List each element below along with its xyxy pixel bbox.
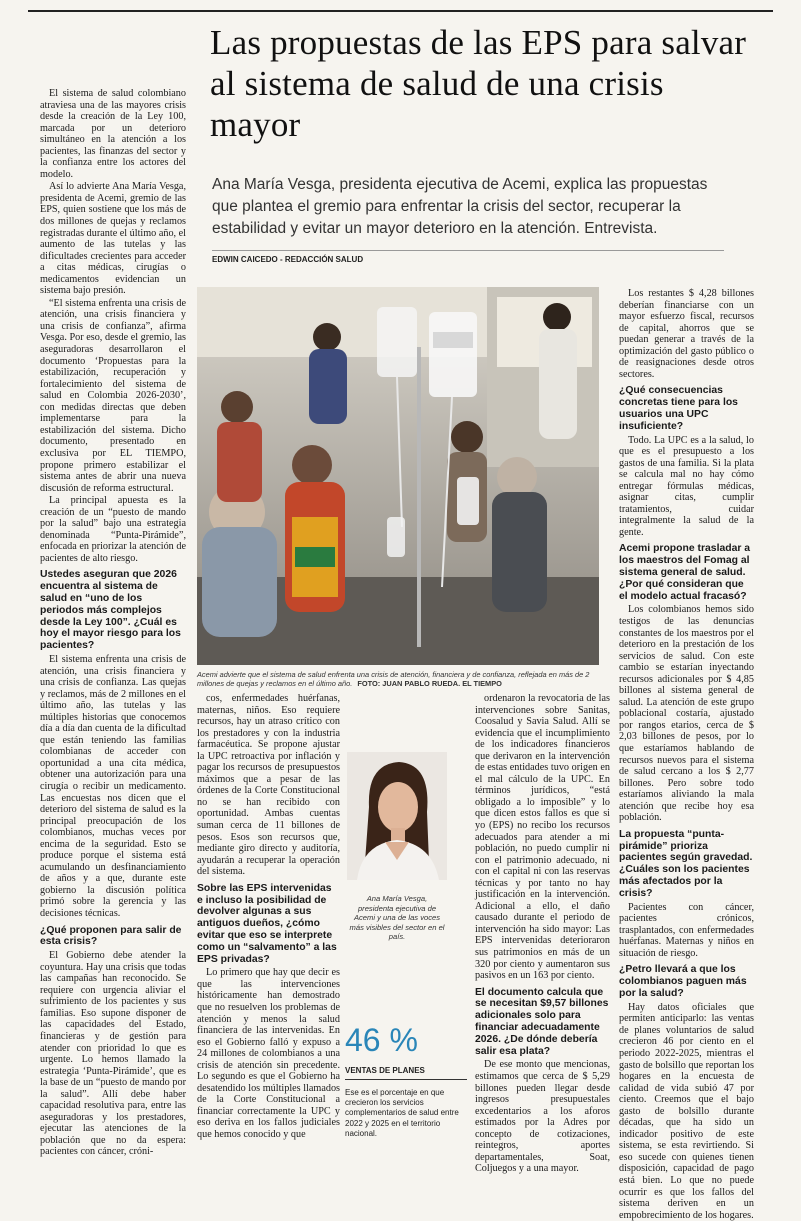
portrait-photo [347,752,447,880]
body-paragraph: El sistema de salud colombiano atraviesa una de las mayores crisis desde la creación de la Ley 100, marcada por un deterioro simultáneo en la atención a los pacientes, las finanzas del sector y la confianza entre los actores del modelo. [40,88,186,180]
body-paragraph: Pacientes con cáncer, pacientes crónicos, trasplantados, con enfermedades huérfanas. Maternas y niños en situación de riesgo. [619,901,754,959]
body-paragraph: Los colombianos hemos sido testigos de las denuncias constantes de los maestros por el deterioro en la prestación de los servicios de salud. Con este cambio se estarían inyectando recursos adicionales por $ 4,85 billones al sistema general de salud. La atención de este grupo poblacional costaría, ajustado por rangos etarios, cerca de $ 2,03 billones de pesos, por lo que estaríamos hablando de recursos nuevos para el sistema de salud cercano a los $ 2,77 billones. Pero sobre todo estaríamos aliviando la mala atención que recibe hoy esa población. [619,604,754,824]
interview-question: ¿Qué proponen para salir de esta crisis? [40,924,182,948]
stat-description: Ese es el porcentaje en que crecieron los servicios complementarios de salud entre 2022 y 2025 en el territorio nacional. [345,1088,459,1138]
body-paragraph: La principal apuesta es la creación de un “puesto de mando por la salud” bajo una estrategia denominada “Punta-Pirámide”, enfocada en priorizar la atención de pacientes de alto riesgo. [40,495,186,564]
article-column-1 [40,88,186,1193]
body-paragraph: cos, enfermedades huérfanas, maternas, niños. Eso requiere recursos, hay un atraso crítico con los prestadores y con la industria farmacéutica. Se propone ajustar la UPC retroactiva por inflación y pagar los recursos de presupuestos máximos que a pesar de las órdenes de la Corte Constitucional no se han recibido con oportunidad. Ambas cuentas suman cerca de 11 billones de pesos. Esos son recursos que, mediante giro directo y auditoría, ayudarán a recuperar la operación del sistema. [197,693,340,878]
hospital-waiting-room-image [197,287,599,665]
article-column-4 [619,288,754,1221]
body-paragraph: Lo primero que hay que decir es que las intervenciones históricamente han demostrado que no resuelven los problemas de atención y menos la salud financiera de las intervenidas. En eso el Gobierno falló y expuso a 24 millones de colombianos a una crisis de atención sin precedente. Lo segundo es que el Gobierno ha desatendido los múltiples llamados de la Corte Constitucional a financiar correctamente la UPC y eso deriva en los fallos judiciales que hemos conocido y que [197,967,340,1140]
portrait-image [347,752,447,880]
body-paragraph: De ese monto que mencionas, estimamos que cerca de $ 5,29 billones pueden llegar desde ingresos presupuestales excedentarios a los aforos estimados por la Adres por concepto de cotizaciones, reintegros, aportes departamentales, Soat, Coljuegos y a una mayor. [475,1059,610,1175]
body-paragraph: El Gobierno debe atender la coyuntura. Hay una crisis que todas las campañas han reconocido. Se requiere con urgencia aliviar el sufrimiento de los pacientes y sus familias. Eso supone disponer de las capacidades del Estado, financieras y de gestión para atender con prioridad lo que es urgente. Lo hemos llamado la estrategia ‘Punta-Pirámide’, que es la base de un “puesto de mando por la salud”. Allí debe haber capacidad resolutiva para, entre las aseguradoras y los prestadores, ejecutar las atenciones de la población que no da espera: pacientes con cáncer, cróni- [40,950,186,1158]
body-paragraph: El sistema enfrenta una crisis de atención, una crisis financiera y una crisis de confianza. Las quejas y reclamos, más de 2 millones en el último año, las tutelas y las múltiples historias que conocemos día a día dan cuenta de la dificultad que están teniendo las familias colombianas de acceder con oportunidad a una cita médica, obtener una autorización para una cirugía o recibir un medicamento. Las encuestas nos dicen que el deterioro del sistema de salud es la principal preocupación de los colombianos, muchas veces por encima de la seguridad. Esto se produce porque el sistema está acumulando un desfinanciamiento de años y a que, durante este gobierno la discusión política primó sobre la gerencia y las decisiones técnicas. [40,654,186,920]
stat-label: VENTAS DE PLANES [345,1066,467,1080]
article-column-2 [197,693,340,1193]
headline: Las propuestas de las EPS para salvar al sistema de salud de una crisis mayor [210,23,747,144]
photo-caption [197,670,602,688]
body-paragraph: Todo. La UPC es a la salud, lo que es el presupuesto a los gastos de una familia. Si la plata se calcula mal no hay cómo entregar fórmulas médicas, asignar citas, cumplir tratamientos, cuidar integralmente la salud de la gente. [619,434,754,538]
body-paragraph: Así lo advierte Ana María Vesga, presidenta de Acemi, gremio de las EPS, quien sostiene que los más de dos millones de quejas y reclamos registradas durante el último año, el aumento de las tutelas y las dificultades crecientes para acceder a citas médicas, cirugías o medicamentos evidencian un sistema bajo presión. [40,181,186,297]
interview-question: Acemi propone trasladar a los maestros del Fomag al sistema general de salud. ¿Por qué consideran que el modelo actual fracasó? [619,543,751,602]
interview-question: Ustedes aseguran que 2026 encuentra al sistema de salud en “uno de los periodos más complejos desde la Ley 100”. ¿Cuál es hoy el mayor riesgo para los pacientes? [40,569,181,652]
photo-credit: FOTO: JUAN PABLO RUEDA. EL TIEMPO [357,679,502,688]
lead-paragraph: Ana María Vesga, presidenta ejecutiva de Acemi, explica las propuestas que plantea el gremio para enfrentar la crisis del sector, recuperar la estabilidad y evitar un mayor deterioro en la atención. Entrevista. [212,176,708,237]
interview-question: ¿Qué consecuencias concretas tiene para los usuarios una UPC insuficiente? [619,385,738,432]
portrait-caption: Ana María Vesga, presidenta ejecutiva de Acemi y una de las voces más visibles del sector en el país. [349,894,445,941]
stat-value: 46 % [345,1022,418,1058]
interview-question: La propuesta “punta-pirámide” prioriza pacientes según gravedad. ¿Cuáles son los pacientes más afectados por la crisis? [619,828,753,899]
byline: EDWIN CAICEDO - REDACCIÓN SALUD [212,250,724,264]
body-paragraph: “El sistema enfrenta una crisis de atención, una crisis financiera y una crisis de confianza”, afirma Vesga. Por eso, desde el gremio, las aseguradoras desarrollaron el documento ‘Propuestas para la estabilización, recuperación y fortalecimiento del sistema de salud en Colombia 2026-2030’, con medidas directas que deben implementarse para la estabilización del sistema. Dicho documento, presentado en exclusiva por EL TIEMPO, propone primero estabilizar el sistema antes de abrir una nueva discusión de reforma estructural. [40,297,186,494]
interview-question: ¿Petro llevará a que los colombianos paguen más por la salud? [619,964,747,999]
hospital-photo [197,287,599,665]
photo-caption-text: Acemi advierte que el sistema de salud enfrenta una crisis de atención, financiera y de confianza, reflejada en más de 2 millones de quejas y reclamos en el último año. [197,670,590,688]
interview-question: Sobre las EPS intervenidas e incluso la posibilidad de devolver algunas a sus antiguos dueños, ¿cómo evitar que eso se interprete como un “salvamento” a las EPS privadas? [197,882,337,965]
body-paragraph: Los restantes $ 4,28 billones deberían financiarse con un mayor esfuerzo fiscal, recursos de capital, ahorros que se puedan generar a través de la optimización del gasto público o de reasignaciones desde otros sectores. [619,288,754,380]
body-paragraph: ordenaron la revocatoria de las intervenciones sobre Sanitas, Coosalud y Savia Salud. Allí se evidencia que el incumplimiento de los indicadores financieros que derivaron en la intervención de estas entidades tuvo origen en el mal cálculo de la UPC. En términos jurídicos, “está obligado a lo imposible” y lo que dicen estos fallos es que si yo (EPS) no recibo los recursos adecuados para atender a mi población, no puedo cumplir ni con el patrimonio adecuado, ni con el capital ni con las reservas técnicas y por tanto no hay justificación en la intervención. Adicional a ello, el daño causado durante el periodo de intervención ha sido mayor: Las EPS intervenidas deterioraron sus patrimonios en más de un 320 por ciento y aumentaron sus pasivos en un 163 por ciento. [475,693,610,982]
interview-question: El documento calcula que se necesitan $9,57 billones adicionales solo para financiar adecuadamente 2026. ¿De dónde debería salir esa plata? [475,986,609,1057]
top-rule [28,10,773,12]
body-paragraph: Hay datos oficiales que permiten anticiparlo: las ventas de planes voluntarios de salud crecieron 46 por ciento en el periodo 2022-2025, mientras el gasto de bolsillo que reportan los hogares en la encuesta de calidad de vida subió 47 por ciento. Creemos que el bajo gasto de bolsillo durante décadas, que ha sido un indicador positivo de este sistema, se esta revirtiendo. Si eso sucede con quienes tienen disposición, capacidad de pago está bien. Lo que no puede ocurrir es que los fallos del sistema deriven en un empobrecimiento de los hogares. [619,1001,754,1221]
article-column-3 [475,693,610,1193]
